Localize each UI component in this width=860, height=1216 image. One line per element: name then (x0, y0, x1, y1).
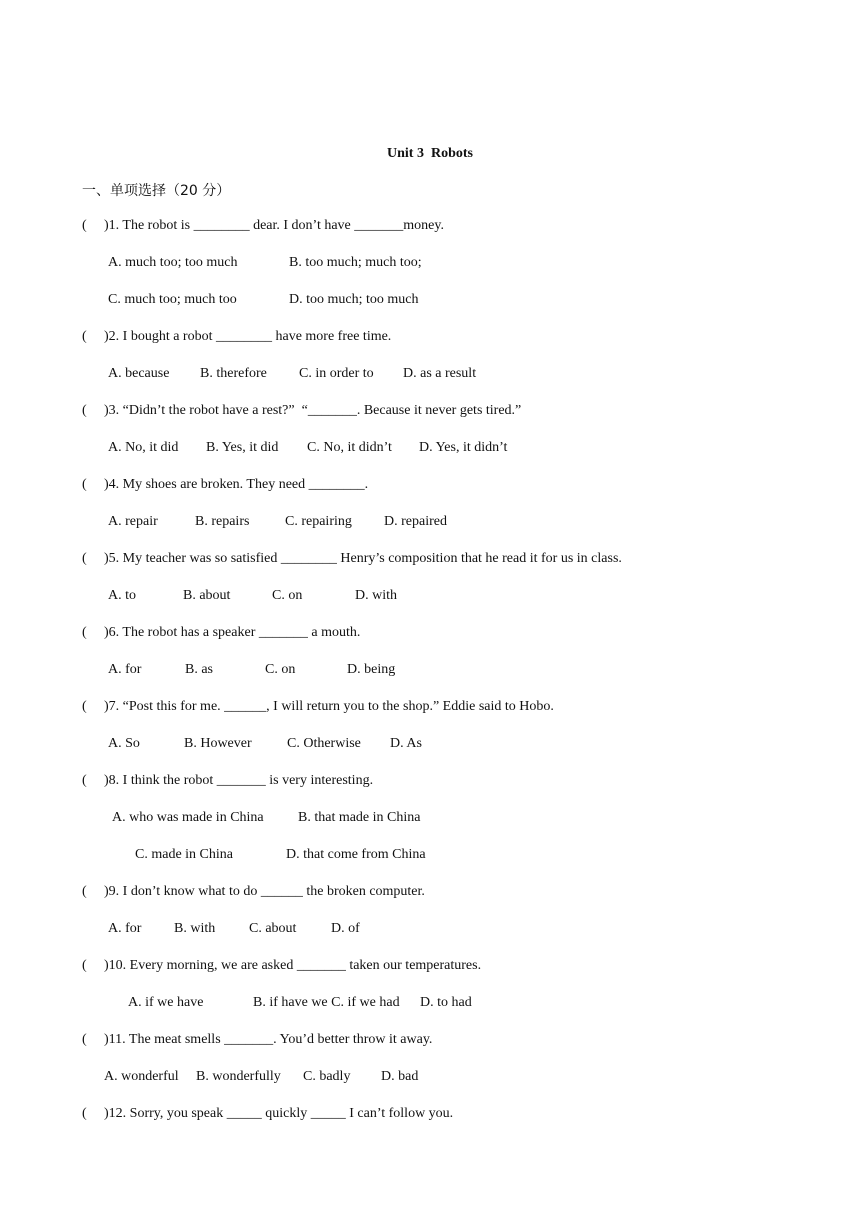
answer-option: D. As (390, 736, 422, 751)
answer-option: B. as (185, 662, 213, 677)
answer-option: B. therefore (200, 366, 267, 381)
answer-option: C. in order to (299, 366, 374, 381)
answer-blank[interactable]: ( (82, 1106, 87, 1121)
answer-blank[interactable]: ( (82, 329, 87, 344)
answer-option: D. too much; too much (289, 292, 419, 307)
answer-blank[interactable]: ( (82, 477, 87, 492)
question-5 (82, 550, 622, 568)
question-12 (82, 1105, 453, 1123)
answer-option: A. for (108, 921, 142, 936)
answer-option: A. wonderful (104, 1069, 179, 1084)
answer-blank[interactable]: ( (82, 884, 87, 899)
answer-option: D. bad (381, 1069, 419, 1084)
question-10 (82, 957, 481, 975)
question-stem: )1. The robot is ________ dear. I don’t have _______money. (104, 218, 444, 233)
question-2 (82, 328, 391, 346)
question-stem: )3. “Didn’t the robot have a rest?” “_______. Because it never gets tired.” (104, 403, 522, 418)
answer-option: A. because (108, 366, 170, 381)
question-3 (82, 402, 521, 420)
question-stem: )10. Every morning, we are asked _______ taken our temperatures. (104, 958, 482, 973)
answer-option: D. of (331, 921, 360, 936)
answer-blank[interactable]: ( (82, 773, 87, 788)
answer-option: B. about (183, 588, 231, 603)
section-heading: 一、单项选择（20 分） (82, 183, 231, 199)
question-9 (82, 883, 425, 901)
answer-option: A. for (108, 662, 142, 677)
answer-blank[interactable]: ( (82, 551, 87, 566)
answer-option: B. if have we C. if we had (253, 995, 400, 1010)
answer-option: A. to (108, 588, 136, 603)
answer-option: D. Yes, it didn’t (419, 440, 508, 455)
answer-option: C. made in China (135, 847, 233, 862)
answer-option: A. So (108, 736, 140, 751)
answer-option: B. repairs (195, 514, 250, 529)
answer-option: D. to had (420, 995, 472, 1010)
answer-option: D. as a result (403, 366, 477, 381)
answer-option: A. who was made in China (112, 810, 264, 825)
answer-option: B. Yes, it did (206, 440, 279, 455)
answer-blank[interactable]: ( (82, 625, 87, 640)
page-title: Unit 3 Robots (387, 146, 473, 161)
answer-option: C. Otherwise (287, 736, 361, 751)
answer-blank[interactable]: ( (82, 1032, 87, 1047)
answer-option: B. with (174, 921, 216, 936)
answer-option: D. with (355, 588, 397, 603)
answer-option: A. if we have (128, 995, 204, 1010)
answer-blank[interactable]: ( (82, 699, 87, 714)
question-stem: )6. The robot has a speaker _______ a mouth. (104, 625, 361, 640)
question-11 (82, 1031, 432, 1049)
answer-option: C. about (249, 921, 297, 936)
answer-option: B. that made in China (298, 810, 421, 825)
answer-option: B. wonderfully (196, 1069, 281, 1084)
answer-option: A. repair (108, 514, 158, 529)
question-stem: )12. Sorry, you speak _____ quickly _____ I can’t follow you. (104, 1106, 454, 1121)
answer-option: C. repairing (285, 514, 352, 529)
question-stem: )8. I think the robot _______ is very interesting. (104, 773, 374, 788)
answer-option: D. that come from China (286, 847, 426, 862)
question-stem: )7. “Post this for me. ______, I will return you to the shop.” Eddie said to Hobo. (104, 699, 554, 714)
answer-blank[interactable]: ( (82, 218, 87, 233)
answer-blank[interactable]: ( (82, 958, 87, 973)
answer-option: C. much too; much too (108, 292, 237, 307)
question-8 (82, 772, 373, 790)
answer-option: B. However (184, 736, 252, 751)
answer-option: C. No, it didn’t (307, 440, 392, 455)
question-stem: )9. I don’t know what to do ______ the broken computer. (104, 884, 425, 899)
question-stem: )4. My shoes are broken. They need ________. (104, 477, 369, 492)
question-stem: )11. The meat smells _______. You’d better throw it away. (104, 1032, 433, 1047)
question-stem: )2. I bought a robot ________ have more free time. (104, 329, 392, 344)
answer-option: C. on (265, 662, 296, 677)
answer-blank[interactable]: ( (82, 403, 87, 418)
answer-option: A. much too; too much (108, 255, 238, 270)
question-4 (82, 476, 368, 494)
question-stem: )5. My teacher was so satisfied ________ Henry’s composition that he read it for us in class. (104, 551, 622, 566)
answer-option: D. being (347, 662, 396, 677)
answer-option: C. badly (303, 1069, 351, 1084)
question-6 (82, 624, 360, 642)
answer-option: D. repaired (384, 514, 447, 529)
answer-option: B. too much; much too; (289, 255, 422, 270)
answer-option: A. No, it did (108, 440, 179, 455)
question-1 (82, 217, 444, 235)
answer-option: C. on (272, 588, 303, 603)
question-7 (82, 698, 554, 716)
